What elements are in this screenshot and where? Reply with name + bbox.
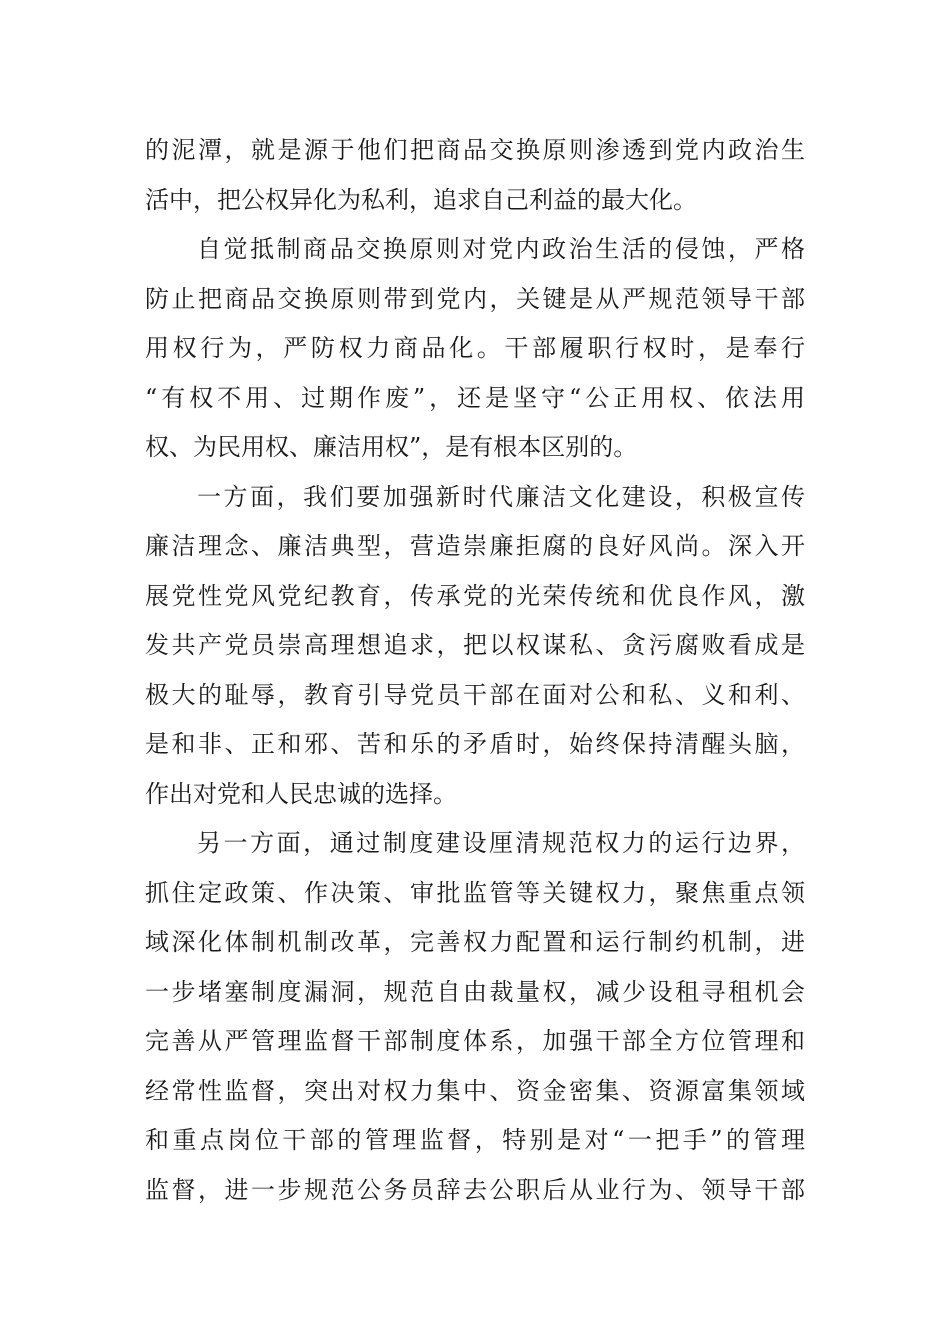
- text-line: 防止把商品交换原则带到党内，关键是从严规范领导干部: [145, 284, 805, 313]
- text-line: 廉洁理念、廉洁典型，营造崇廉拒腐的良好风尚。深入开: [145, 532, 805, 560]
- text-line: 是和非、正和邪、苦和乐的矛盾时，始终保持清醒头脑，: [145, 730, 805, 758]
- text-line: “有权不用、过期作废”，还是坚守“公正用权、依法用: [145, 383, 805, 412]
- text-line: 极大的耻辱，教育引导党员干部在面对公和私、义和利、: [145, 680, 805, 709]
- text-line: 权、为民用权、廉洁用权”，是有根本区别的。: [145, 433, 638, 461]
- text-line: 用权行为，严防权力商品化。干部履职行权时，是奉行: [145, 334, 805, 362]
- text-line: 经常性监督，突出对权力集中、资金密集、资源富集领域: [145, 1076, 805, 1105]
- text-line: 一方面，我们要加强新时代廉洁文化建设，积极宣传: [197, 482, 805, 511]
- text-line: 监督，进一步规范公务员辞去公职后从业行为、领导干部: [145, 1175, 805, 1204]
- text-line: 另一方面，通过制度建设厘清规范权力的运行边界，: [197, 829, 805, 857]
- text-line: 活中，把公权异化为私利，追求自己利益的最大化。: [145, 185, 697, 214]
- text-line: 抓住定政策、作决策、审批监管等关键权力，聚焦重点领: [145, 878, 805, 907]
- text-line: 自觉抵制商品交换原则对党内政治生活的侵蚀，严格: [197, 235, 805, 263]
- text-line: 展党性党风党纪教育，传承党的光荣传统和优良作风，激: [145, 581, 805, 610]
- text-line: 的泥潭，就是源于他们把商品交换原则渗透到党内政治生: [145, 136, 805, 164]
- text-line: 一步堵塞制度漏洞，规范自由裁量权，减少设租寻租机会: [145, 977, 805, 1006]
- text-line: 和重点岗位干部的管理监督，特别是对“一把手”的管理: [145, 1126, 805, 1154]
- text-line: 发共产党员崇高理想追求，把以权谋私、贪污腐败看成是: [145, 631, 805, 659]
- document-body: [145, 126, 805, 1215]
- text-line: 完善从严管理监督干部制度体系，加强干部全方位管理和: [145, 1027, 805, 1055]
- text-line: 作出对党和人民忠诚的选择。: [145, 779, 457, 808]
- text-line: 域深化体制机制改革，完善权力配置和运行制约机制，进: [145, 928, 805, 956]
